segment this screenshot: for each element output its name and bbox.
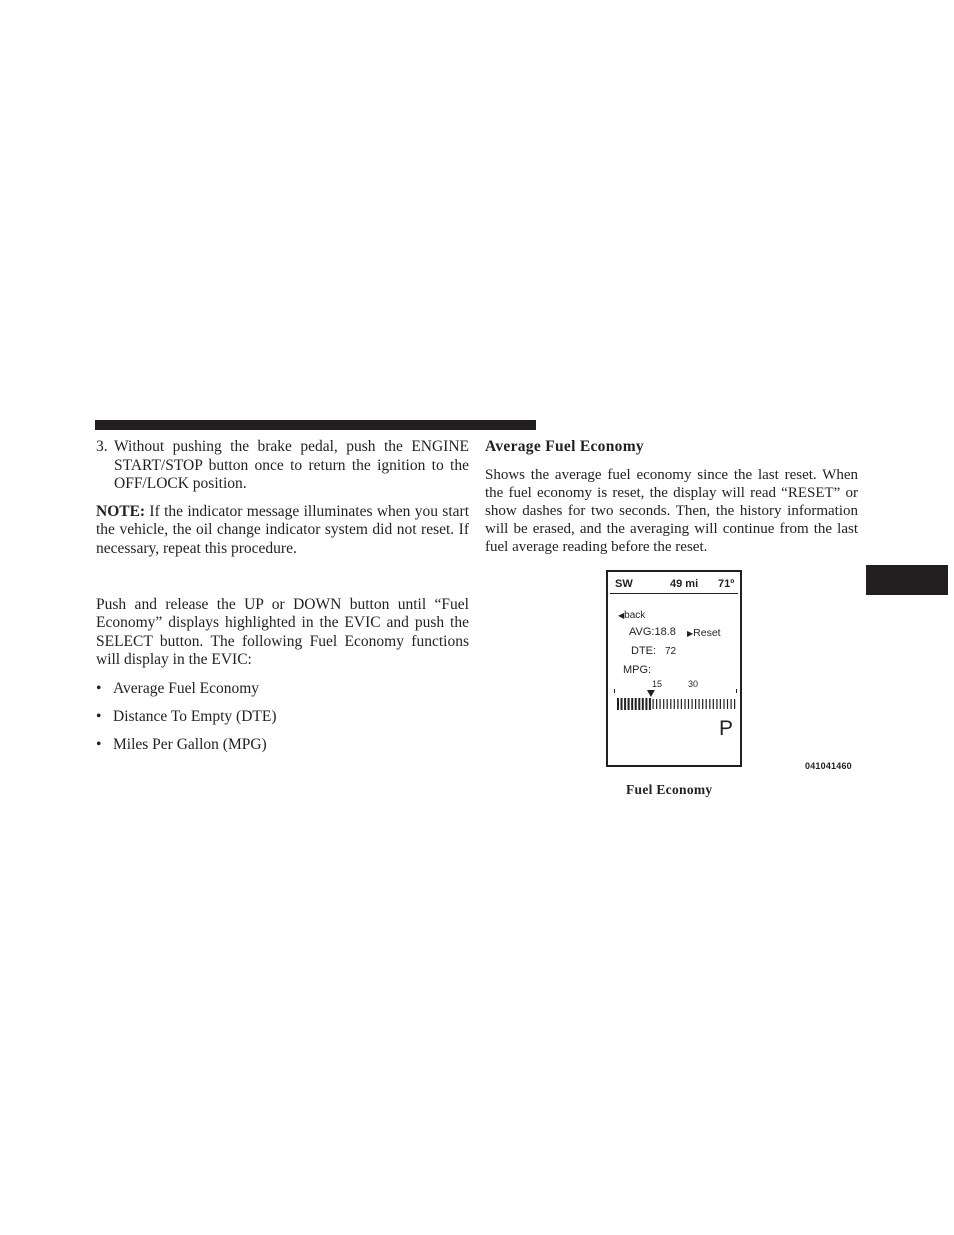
- range-reading: 49 mi: [670, 578, 699, 590]
- gauge-end-tick: [736, 689, 737, 693]
- section-tab: [866, 565, 948, 595]
- note-paragraph: [96, 503, 469, 559]
- bullet-icon: •: [96, 679, 102, 697]
- left-column: [96, 438, 469, 764]
- gauge-tick: [734, 699, 735, 709]
- gauge-tick: [684, 699, 685, 709]
- list-item: • Miles Per Gallon (MPG): [96, 735, 267, 753]
- gauge-tick: [674, 699, 675, 709]
- dte-value: 72: [665, 646, 677, 657]
- gauge-tick: [713, 699, 714, 709]
- mpg-label: MPG:: [623, 664, 652, 676]
- scale-label-15: 15: [652, 679, 663, 689]
- compass-reading: SW: [615, 578, 633, 590]
- gauge-tick: [716, 699, 717, 709]
- bullet-icon: •: [96, 735, 102, 753]
- gauge-tick: [720, 699, 721, 709]
- gauge-tick: [727, 699, 728, 709]
- gauge-tick: [621, 698, 623, 710]
- gauge-tick: [670, 699, 671, 709]
- bullet-icon: •: [96, 707, 102, 725]
- temperature-reading: 71º: [718, 578, 735, 590]
- figure-code: 041041460: [805, 761, 852, 771]
- gauge-tick: [631, 698, 633, 710]
- gauge-tick: [677, 699, 678, 709]
- gauge-tick: [681, 699, 682, 709]
- right-triangle-icon: ▶: [687, 629, 694, 638]
- status-divider: [610, 593, 738, 594]
- list-item: • Average Fuel Economy: [96, 679, 260, 697]
- gauge-tick: [723, 699, 724, 709]
- gauge-tick: [635, 698, 637, 710]
- gauge-tick: [699, 699, 700, 709]
- section-body: Shows the average fuel economy since the last reset. When the fuel economy is reset, the display will read “RESET” or show dashes for two seconds. Then, the history information will be erased, and the averaging will continue from the last fuel average reading before the reset.: [485, 466, 858, 555]
- note-label: NOTE:: [96, 502, 146, 520]
- intro-paragraph: Push and release the UP or DOWN button until “Fuel Economy” displays highlighted in the EVIC and push the SELECT button. The following Fuel Economy functions will display in the EVIC:: [96, 595, 469, 669]
- gauge-pointer-icon: [647, 690, 655, 697]
- gauge-tick: [702, 699, 703, 709]
- left-triangle-icon: ◀: [618, 611, 625, 620]
- step-3: [96, 438, 469, 494]
- gear-indicator: P: [719, 717, 734, 740]
- gauge-tick: [624, 698, 626, 710]
- gauge-tick: [642, 698, 644, 710]
- gauge-tick: [660, 699, 661, 709]
- gauge-tick: [649, 698, 651, 710]
- gauge-tick: [656, 699, 657, 709]
- gauge-tick: [628, 698, 630, 710]
- mpg-gauge: [608, 684, 740, 720]
- gauge-tick: [653, 699, 654, 709]
- gauge-end-tick: [614, 689, 615, 693]
- right-column: [485, 438, 858, 556]
- gauge-tick: [663, 699, 664, 709]
- gauge-tick: [706, 699, 707, 709]
- gauge-tick: [617, 698, 619, 710]
- section-heading: Average Fuel Economy: [485, 438, 644, 455]
- avg-reading: AVG:18.8: [629, 626, 676, 638]
- gauge-tick: [688, 699, 689, 709]
- gauge-tick: [667, 699, 668, 709]
- list-item: • Distance To Empty (DTE): [96, 707, 277, 725]
- step-number: 3.: [96, 438, 108, 455]
- gauge-tick: [709, 699, 710, 709]
- step-text: Without pushing the brake pedal, push the ENGINE START/STOP button once to return the ignition to the OFF/LOCK position.: [114, 438, 469, 493]
- note-text: If the indicator message illuminates when you start the vehicle, the oil change indicator system did not reset. If necessary, repeat this procedure.: [96, 502, 469, 557]
- figure-caption: Fuel Economy: [626, 782, 713, 797]
- dte-label: DTE:: [631, 645, 657, 657]
- gauge-tick: [638, 698, 640, 710]
- top-rule: [95, 420, 536, 430]
- back-item: ◀back: [618, 610, 646, 621]
- gauge-tick: [645, 698, 647, 710]
- gauge-tick: [731, 699, 732, 709]
- scale-label-30: 30: [688, 679, 699, 689]
- gauge-tick: [692, 699, 693, 709]
- function-list: [96, 680, 469, 755]
- gauge-ticks: [614, 689, 737, 710]
- reset-item: ▶Reset: [687, 627, 721, 639]
- evic-display: [606, 570, 742, 767]
- gauge-tick: [695, 699, 696, 709]
